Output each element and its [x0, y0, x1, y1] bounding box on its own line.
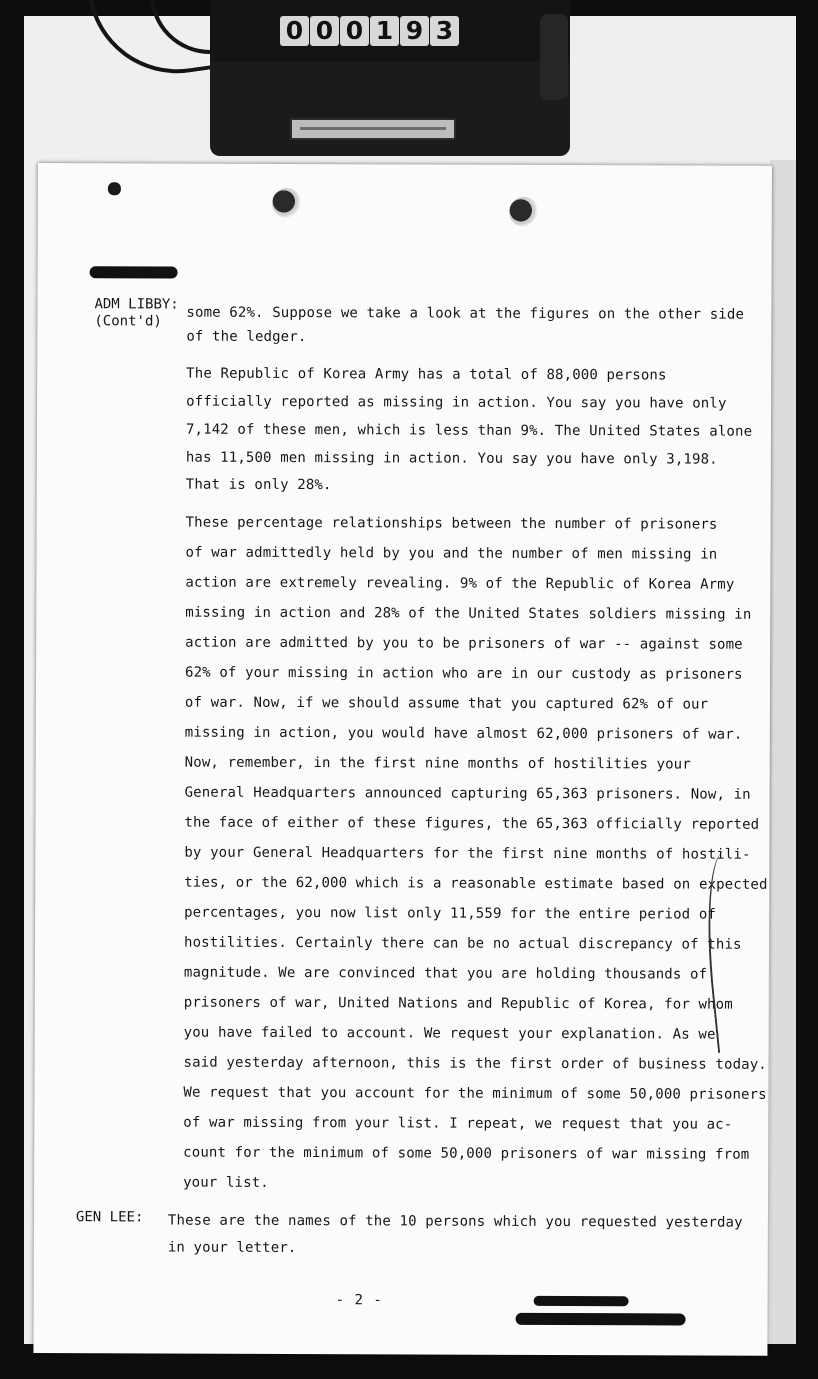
- text-line: officially reported as missing in action. You say you have only: [186, 393, 727, 412]
- counter-digit: 0: [280, 16, 309, 46]
- frame-counter-digits: [280, 16, 459, 46]
- page-number: - 2 -: [335, 1292, 383, 1309]
- counter-digit: 0: [340, 16, 369, 46]
- text-line: 7,142 of these men, which is less than 9%. The United States alone: [185, 421, 753, 440]
- punch-hole: [272, 188, 302, 218]
- text-line: count for the minimum of some 50,000 prisoners of war missing from: [183, 1144, 750, 1163]
- punch-hole: [509, 197, 539, 227]
- text-line: Now, remember, in the first nine months of hostilities your: [184, 754, 691, 773]
- text-line: in your letter.: [167, 1239, 297, 1257]
- text-line: 62% of your missing in action who are in our custody as prisoners: [185, 664, 743, 683]
- counter-digit: 0: [310, 16, 339, 46]
- text-line: of the ledger.: [186, 328, 307, 346]
- counter-digit: 3: [430, 16, 459, 46]
- text-line: of war admittedly held by you and the number of men missing in: [185, 544, 718, 563]
- speaker-continued-label: (Cont'd): [94, 313, 162, 330]
- text-line: General Headquarters announced capturing 65,363 prisoners. Now, in: [184, 784, 751, 803]
- text-line: action are extremely revealing. 9% of the Republic of Korea Army: [185, 574, 735, 593]
- frame-counter-knob: [540, 14, 568, 100]
- text-line: of war. Now, if we should assume that you captured 62% of our: [184, 694, 709, 713]
- text-line: percentages, you now list only 11,559 for the entire period of: [184, 904, 717, 923]
- speaker-label: GEN LEE:: [75, 1209, 144, 1226]
- text-line: missing in action, you would have almost 62,000 prisoners of war.: [184, 724, 743, 743]
- text-line: magnitude. We are convinced that you are holding thousands of: [183, 964, 708, 983]
- text-line: These percentage relationships between the number of prisoners: [185, 514, 718, 533]
- text-line: your list.: [183, 1174, 269, 1191]
- text-line: We request that you account for the minimum of some 50,000 prisoners: [183, 1084, 767, 1103]
- text-line: the face of either of these figures, the 65,363 officially reported: [184, 814, 760, 833]
- counter-digit: 1: [370, 16, 399, 46]
- redaction-bar: [90, 266, 178, 278]
- scanner-backboard-edge: [770, 160, 796, 1344]
- redaction-bar: [516, 1313, 686, 1326]
- text-line: prisoners of war, United Nations and Republic of Korea, for whom: [183, 994, 733, 1013]
- text-line: missing in action and 28% of the United States soldiers missing in: [185, 604, 752, 623]
- text-line: has 11,500 men missing in action. You say you have only 3,198.: [185, 449, 718, 468]
- redaction-bar: [534, 1296, 629, 1306]
- text-line: said yesterday afternoon, this is the first order of business today.: [183, 1054, 767, 1073]
- frame-counter-slot: [290, 118, 456, 140]
- speaker-label: ADM LIBBY:: [94, 296, 179, 313]
- text-line: That is only 28%.: [185, 476, 332, 494]
- text-line: some 62%. Suppose we take a look at the figures on the other side: [186, 304, 745, 323]
- text-line: The Republic of Korea Army has a total of 88,000 persons: [186, 365, 667, 384]
- corner-mark: [98, 179, 134, 199]
- text-line: ties, or the 62,000 which is a reasonable estimate based on expected: [184, 874, 768, 893]
- text-line: action are admitted by you to be prisoners of war -- against some: [185, 634, 743, 653]
- text-line: hostilities. Certainly there can be no actual discrepancy of this: [183, 934, 742, 953]
- text-line: you have failed to account. We request your explanation. As we: [183, 1024, 716, 1043]
- text-line: of war missing from your list. I repeat, we request that you ac-: [183, 1114, 733, 1133]
- counter-digit: 9: [400, 16, 429, 46]
- text-line: by your General Headquarters for the first nine months of hostili-: [184, 844, 751, 863]
- document-page: [33, 163, 772, 1356]
- text-line: These are the names of the 10 persons which you requested yesterday: [167, 1212, 743, 1231]
